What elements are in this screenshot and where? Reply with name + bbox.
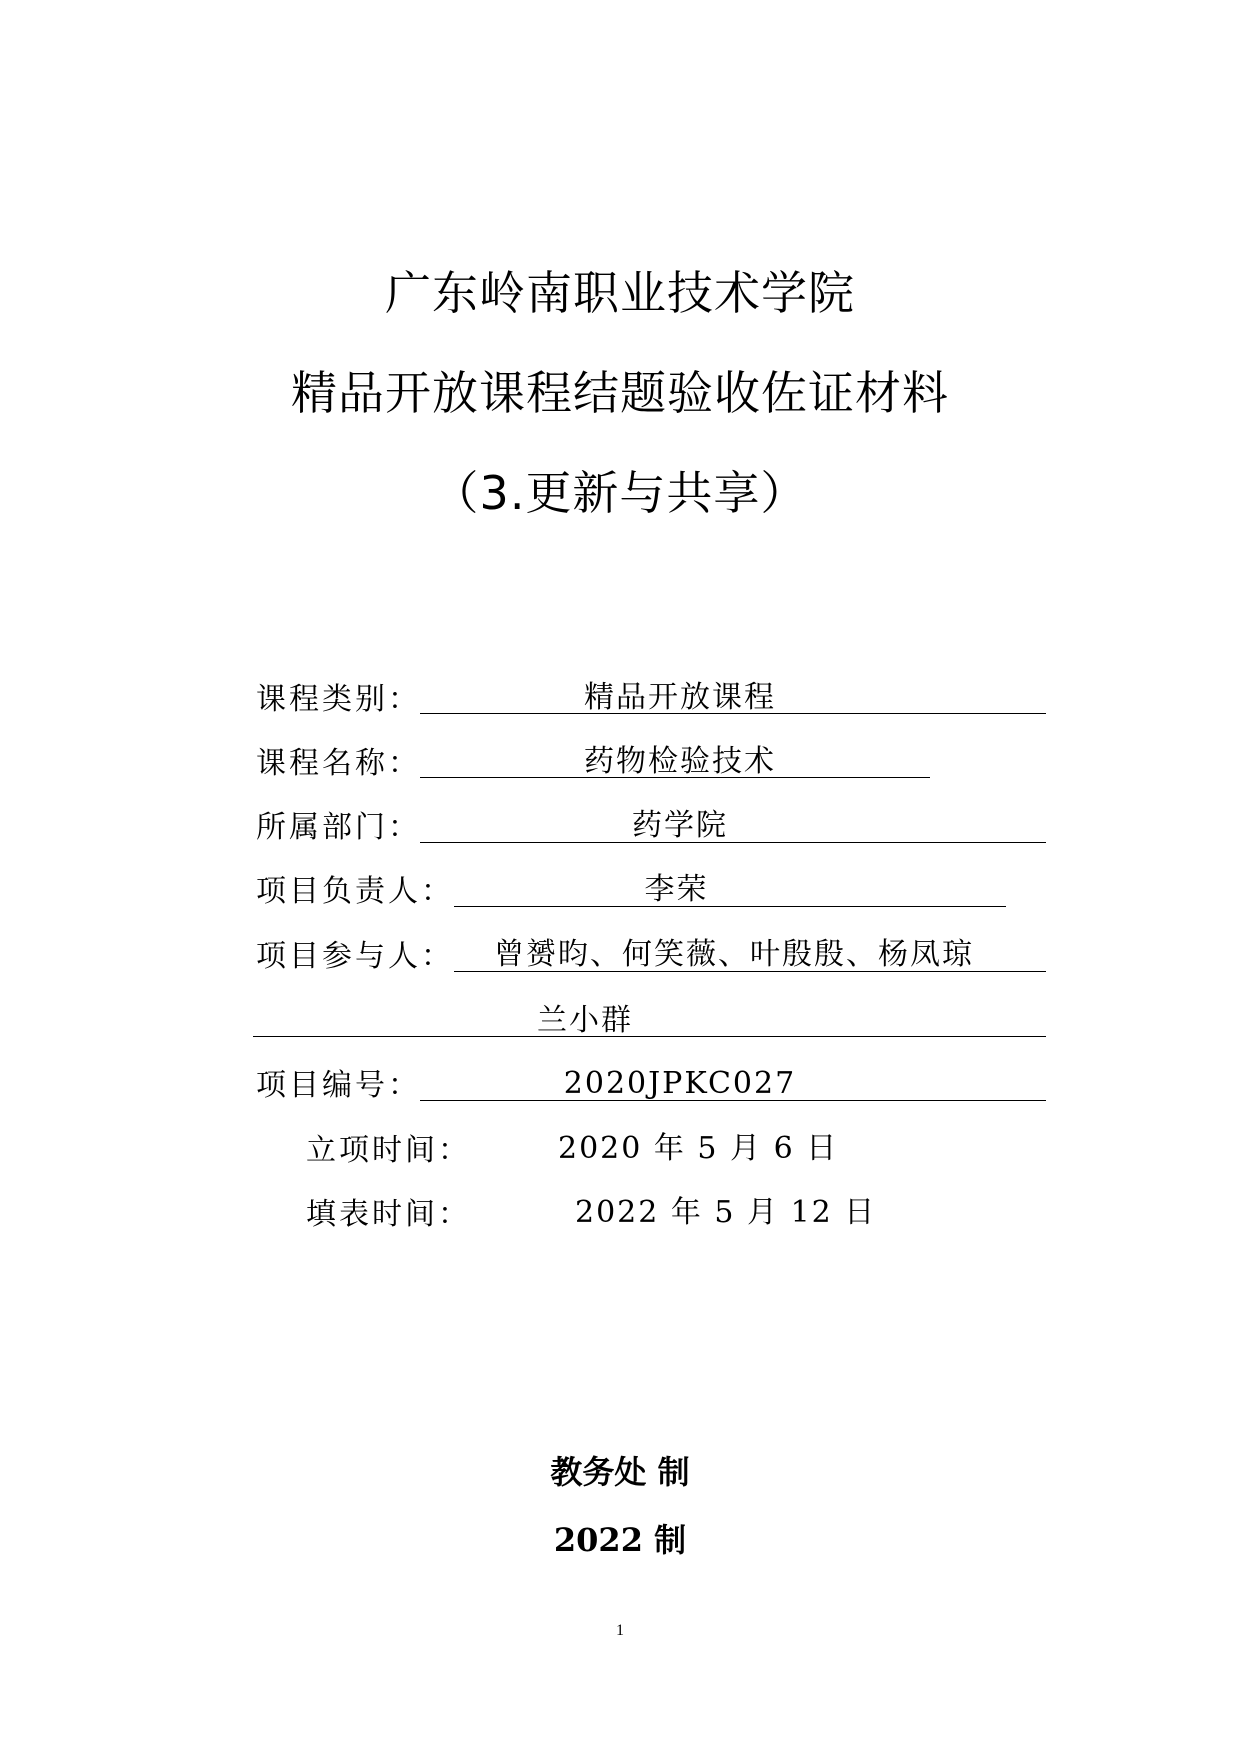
project-no-value: 2020JPKC027 (563, 1066, 797, 1101)
department-value: 药学院 (632, 808, 728, 843)
approval-date-label: 立项时间： (306, 1133, 471, 1168)
course-name-value: 药物检验技术 (584, 744, 776, 779)
participants-value: 曾赟昀、何笑薇、叶殷殷、杨凤琼 (494, 937, 974, 972)
fill-date-label: 填表时间： (306, 1197, 471, 1232)
leader-underline (454, 906, 1006, 907)
participants-value-line2: 兰小群 (537, 1003, 633, 1038)
department-label: 所属部门： (256, 810, 421, 845)
category-label: 课程类别： (256, 682, 421, 717)
project-no-label: 项目编号： (256, 1068, 421, 1103)
participants-label: 项目参与人： (256, 939, 454, 974)
title-school: 广东岭南职业技术学院 (385, 266, 855, 320)
leader-label: 项目负责人： (256, 874, 454, 909)
page-number: 1 (616, 1622, 624, 1639)
course-name-label: 课程名称： (256, 746, 421, 781)
fill-date-value: 2022 年 5 月 12 日 (575, 1195, 877, 1230)
participants-underline (454, 971, 1046, 972)
title-document: 精品开放课程结题验收佐证材料 (291, 366, 949, 420)
leader-value: 李荣 (644, 872, 709, 907)
category-underline (420, 713, 1046, 714)
participants-underline-2 (253, 1036, 1046, 1037)
category-value: 精品开放课程 (584, 680, 776, 715)
title-section: （3.更新与共享） (432, 466, 808, 520)
department-underline (420, 842, 1046, 843)
project-no-underline (420, 1100, 1046, 1101)
issue-year: 2022 制 (553, 1521, 687, 1559)
issuer: 教务处 制 (550, 1453, 690, 1491)
approval-date-value: 2020 年 5 月 6 日 (558, 1131, 839, 1166)
course-name-underline (420, 777, 930, 778)
